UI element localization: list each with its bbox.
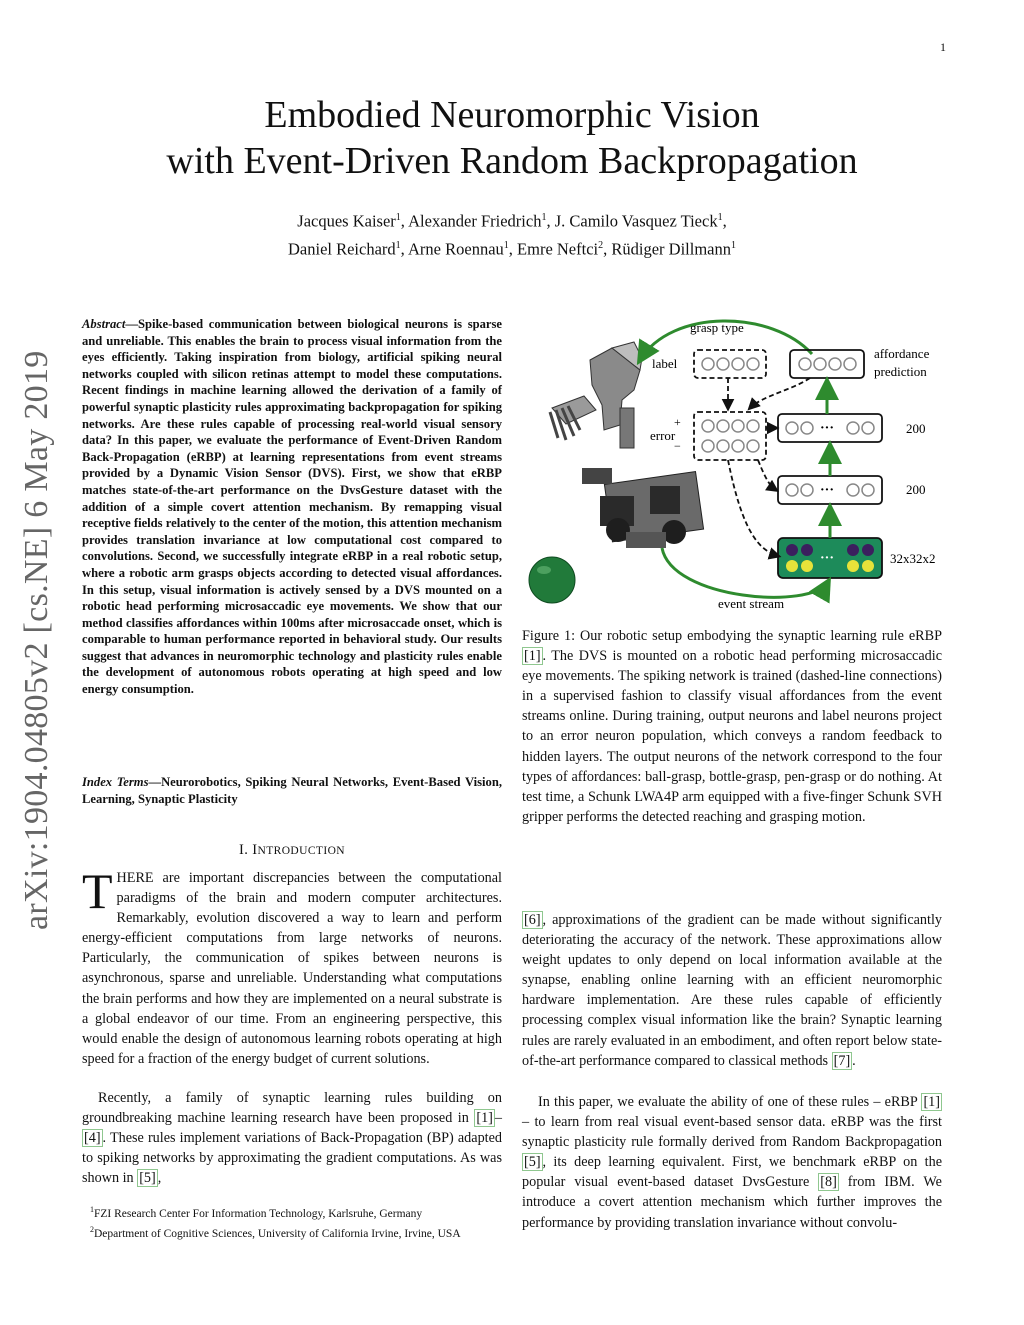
robot-head-illustration — [582, 468, 704, 548]
arxiv-stamp: arXiv:1904.04805v2 [cs.NE] 6 May 2019 — [18, 350, 55, 930]
footnote-text: Department of Cognitive Sciences, University of California Irvine, Irvine, USA — [94, 1227, 461, 1240]
author-name: Emre Neftci — [517, 239, 599, 258]
citation-link[interactable]: [5] — [139, 1170, 156, 1187]
grasp-type-label: grasp type — [690, 320, 744, 335]
section-heading — [82, 842, 502, 859]
error-minus: − — [674, 439, 681, 453]
ellipsis-2: ··· — [820, 483, 835, 498]
figure-caption — [522, 626, 942, 827]
citation-link[interactable]: [5] — [524, 1154, 541, 1171]
hidden-1-size: 200 — [906, 421, 926, 436]
section-number: I. — [239, 842, 249, 858]
citation-dash: – — [494, 1110, 502, 1127]
caption-text: Figure 1: Our robotic setup embodying the synaptic learning rule eRBP — [522, 628, 942, 644]
footnote-1 — [82, 1202, 502, 1222]
figure-1 — [522, 300, 962, 618]
right-p2-text: In this paper, we evaluate the ability of one of these rules – eRBP — [538, 1094, 922, 1110]
citation-link[interactable]: [8] — [820, 1174, 837, 1191]
drop-cap: T — [82, 863, 113, 919]
error-layer — [694, 412, 766, 460]
author-name: Daniel Reichard — [288, 239, 396, 258]
author-affiliation: 1 — [717, 212, 723, 223]
footnote-text: FZI Research Center For Information Technology, Karlsruhe, Germany — [94, 1207, 423, 1220]
author-name: Alexander Friedrich — [408, 211, 542, 231]
error-plus: + — [674, 415, 681, 429]
right-paragraph-1 — [522, 910, 942, 1071]
author-name: Rüdiger Dillmann — [611, 239, 731, 258]
input-size: 32x32x2 — [890, 551, 936, 566]
right-p1-text: . — [852, 1052, 856, 1069]
caption-text: . The DVS is mounted on a robotic head performing microsaccadic eye movements. The spiking network is trained (dashed-line connections) in a supervised fashion to classify visual affordances from the event streams online. During training, output neurons and label neurons project to an error neuron population, which conveys a random feedback to hidden layers. The output neurons of the network correspond to the four types of affordances: ball-grasp, bottle-grasp, pen-grasp or do nothing. At test time, a Schunk LWA4P arm equipped with a five-finger Schunk SVH gripper performs the detected reaching and grasping motion. — [522, 648, 942, 825]
footnotes — [82, 1202, 502, 1242]
intro-p2-text: , — [157, 1170, 162, 1187]
footnote-marker: 1 — [90, 1205, 94, 1214]
abstract — [82, 316, 502, 698]
right-p1-text: , approximations of the gradient can be made without significantly deteriorating the accuracy of the network. These approximations allow weight updates to only depend on local information available at the synapse, enabling online learning with an efficient neuromorphic hardware implementation. Are these rules capable of efficiently processing complex visual information like the brain? Synaptic learning rules are rarely evaluated in an embodiment, and often report below state-of-the-art performance compared to classical methods — [522, 912, 942, 1069]
author-name: Jacques Kaiser — [297, 211, 396, 231]
citation-link[interactable]: [1] — [524, 648, 541, 665]
affordance-label-1: affordance — [874, 346, 930, 361]
authors-line-1: Jacques Kaiser$^1$, Alexander Friedrich$^1$, J. Camilo Vasquez Tieck$^1$, — [297, 211, 727, 231]
author-list — [0, 206, 1024, 261]
section-title-initial: I — [252, 842, 258, 858]
abstract-text: —Spike-based communication between biological neurons is sparse and unreliable. This enables the brain to process visual information from the eyes efficiently. Taking inspiration from biology, artificial spiking neural networks coupled with silicon retinas attempt to model these computations. Recent findings in machine learning allowed the derivation of a family of powerful synaptic plasticity rules approximating backpropagation for spiking networks. Are these rules capable of processing real-world visual sensory data? In this paper, we evaluate the performance of Event-Driven Random Back-Propagation (eRBP) at learning representations from event streams provided by a Dynamic Vision Sensor (DVS). First, we show that eRBP matches state-of-the-art performance on the DvsGesture dataset with the addition of a simple covert attention mechanism. By remapping visual receptive fields relatively to the center of the motion, this attention mechanism provides translation invariance at low computational cost compared to convolutions. Second, we successfully integrate eRBP in a real robotic setup, where a robotic arm grasps objects according to detected visual affordances. In this setup, visual information is actively sensed by a DVS mounted on a robotic head performing microsaccadic eye movements. We show that our method classifies affordances within 100ms after microsaccade onset, which is comparable to human performance reported in behavioral study. Our results suggest that advances in neuromorphic technology and plasticity rules enable the development of autonomous robots operating at high speed and low energy consumption. — [82, 317, 502, 697]
author-affiliation: 1 — [503, 239, 509, 251]
citation-link[interactable]: [7] — [833, 1052, 851, 1069]
citation-link[interactable]: [6] — [524, 912, 541, 928]
affordance-layer — [790, 350, 864, 378]
citation-link[interactable]: [1] — [923, 1094, 940, 1110]
affordance-label-2: prediction — [874, 364, 927, 379]
green-ball — [529, 557, 575, 603]
right-p2-text: , its deep learning equivalent. First, we benchmark eRBP on the popular visual event-based dataset DvsGesture — [522, 1154, 942, 1191]
intro-p2-text: . These rules implement variations of Back-Propagation (BP) adapted to spiking networks by approximating the gradient computations. As was shown in — [82, 1130, 502, 1187]
footnote-2 — [82, 1222, 502, 1242]
author-name: J. Camilo Vasquez Tieck — [554, 211, 718, 231]
citation-link[interactable]: [4] — [84, 1130, 101, 1147]
author-name: Arne Roennau — [408, 239, 504, 258]
error-label: error — [650, 428, 676, 443]
ellipsis-3: ··· — [820, 551, 835, 566]
title-line-1: Embodied Neuromorphic Vision — [264, 94, 760, 136]
author-affiliation: 1 — [395, 212, 401, 223]
feedback-connections — [728, 378, 810, 556]
page-number: 1 — [940, 40, 946, 54]
ellipsis-1: ··· — [820, 421, 835, 436]
index-terms-text: —Neurorobotics, Spiking Neural Networks, Event-Based Vision, Learning, Synaptic Plasticity — [82, 775, 502, 806]
footnote-marker: 2 — [90, 1224, 94, 1234]
intro-p2-text: Recently, a family of synaptic learning rules building on groundbreaking machine learning research have been proposed in — [82, 1090, 502, 1127]
author-affiliation: 1 — [395, 239, 401, 251]
label-text: label — [652, 356, 678, 371]
citation-link[interactable]: [1] — [476, 1110, 493, 1127]
author-affiliation: 1 — [541, 212, 547, 223]
network-diagram — [522, 300, 962, 618]
right-p2-text: from IBM. We introduce a covert attention mechanism which further improves the performance by providing translation invariance without convolu- — [522, 1174, 942, 1231]
abstract-label: Abstract — [82, 317, 126, 331]
index-terms-label: Index Terms — [82, 775, 149, 789]
paper-title — [0, 92, 1024, 184]
label-layer — [694, 350, 766, 378]
title-line-2: with Event-Driven Random Backpropagation — [166, 140, 858, 182]
intro-paragraph-2 — [82, 1088, 502, 1188]
index-terms — [82, 774, 502, 807]
right-p2-text: – to learn from real visual event-based sensor data. eRBP was the first synaptic plasticity rule formally derived from Random Backpropagation — [522, 1114, 942, 1151]
hidden-2-size: 200 — [906, 482, 926, 497]
right-paragraph-2 — [522, 1092, 942, 1233]
author-affiliation: 1 — [730, 239, 736, 251]
intro-p1-text: HERE are important discrepancies between the computational paradigms of the brain and modern computer architectures. Remarkably, evolution discovered a way to learn and perform energy-efficient computations from large networks of neurons. Particularly, the communication of spikes between neurons is asynchronous, sparse and unreliable. Understanding what computations the brain performs and how they are implemented on a neural substrate is a global endeavor of our time. From an engineering perspective, this would enable the design of autonomous learning robots operating at high speed for a fraction of the energy budget of current solutions. — [82, 870, 502, 1067]
intro-paragraph-1 — [82, 863, 502, 1069]
authors-line-2: Daniel Reichard$^1$, Arne Roennau$^1$, Emre Neftci$^2$, Rüdiger Dillmann$^1$ — [288, 239, 736, 258]
ball-highlight — [537, 566, 551, 574]
event-stream-label: event stream — [718, 596, 785, 611]
section-title-rest: NTRODUCTION — [257, 845, 345, 857]
robot-arm-illustration — [550, 342, 642, 448]
author-affiliation: 2 — [598, 239, 604, 251]
